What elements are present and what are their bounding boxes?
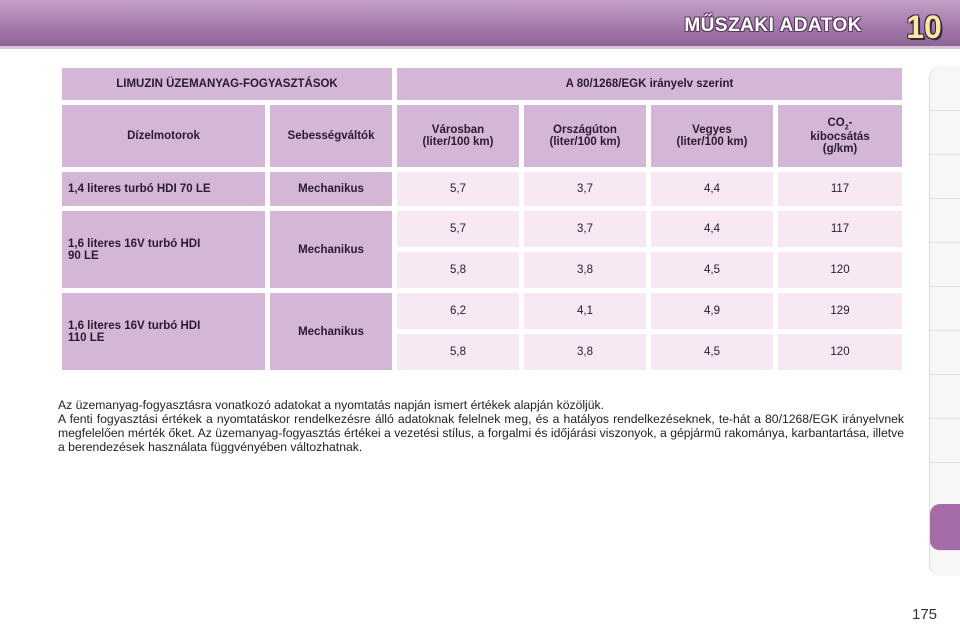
side-tab[interactable]	[930, 330, 960, 375]
col-engine-header: Dízelmotorok	[62, 105, 265, 167]
row2a-road: 3,7	[524, 211, 646, 247]
side-tab[interactable]	[930, 110, 960, 155]
row3b-co2: 120	[778, 334, 902, 370]
side-tab[interactable]	[930, 374, 960, 419]
side-tab[interactable]	[930, 198, 960, 243]
row3a-mixed: 4,9	[651, 293, 773, 329]
chapter-title: MŰSZAKI ADATOK	[684, 15, 862, 36]
row2b-city: 5,8	[397, 252, 519, 288]
row3-engine: 1,6 literes 16V turbó HDI 110 LE	[62, 293, 265, 370]
side-tab[interactable]	[930, 418, 960, 463]
row2b-co2: 120	[778, 252, 902, 288]
header-stripe	[0, 46, 960, 49]
row3b-mixed: 4,5	[651, 334, 773, 370]
row1-engine: 1,4 literes turbó HDI 70 LE	[62, 172, 265, 206]
row3b-road: 3,8	[524, 334, 646, 370]
consumption-table	[57, 63, 907, 375]
row1-gearbox: Mechanikus	[270, 172, 392, 206]
row3a-co2: 129	[778, 293, 902, 329]
col-gearbox-header: Sebességváltók	[270, 105, 392, 167]
row1-co2: 117	[778, 172, 902, 206]
side-tab-active[interactable]	[930, 504, 960, 551]
col-mixed-header: Vegyes (liter/100 km)	[651, 105, 773, 167]
page-number: 175	[912, 606, 938, 623]
row2b-mixed: 4,5	[651, 252, 773, 288]
side-tab-strip	[929, 66, 960, 576]
co2-label-rest: - kibocsátás (g/km)	[810, 116, 870, 156]
co2-label: CO	[827, 116, 845, 129]
row3a-city: 6,2	[397, 293, 519, 329]
table-title-right: A 80/1268/EGK irányelv szerint	[397, 68, 902, 100]
side-tab[interactable]	[930, 66, 960, 111]
consumption-table-wrapper	[57, 63, 907, 375]
row2a-co2: 117	[778, 211, 902, 247]
row1-city: 5,7	[397, 172, 519, 206]
consumption-note: Az üzemanyag-fogyasztásra vonatkozó adatokat a nyomtatás napján ismert értékek alapján közöljük. A fenti fogyasztási értékek a nyomtatáskor rendelkezésre álló adatoknak felelnek meg, és a hatályos rendelkezéseknek, te-hát a 80/1268/EGK irányelvnek megfelelően mérték őket. Az üzemanyag-fogyasztás értékei a vezetési stílus, a forgalmi és időjárási viszonyok, a gépjármű rakománya, karbantartása, illetve a berendezések használata függvényében változhatnak.	[58, 398, 904, 454]
row2a-mixed: 4,4	[651, 211, 773, 247]
side-tab[interactable]	[930, 286, 960, 331]
table-title-left: LIMUZIN ÜZEMANYAG-FOGYASZTÁSOK	[62, 68, 392, 100]
col-co2-header	[778, 105, 902, 167]
row1-mixed: 4,4	[651, 172, 773, 206]
co2-subscript: 2	[844, 124, 849, 132]
row3a-road: 4,1	[524, 293, 646, 329]
row2b-road: 3,8	[524, 252, 646, 288]
chapter-number: 10	[906, 9, 942, 45]
row2-engine: 1,6 literes 16V turbó HDI 90 LE	[62, 211, 265, 288]
side-tab[interactable]	[930, 154, 960, 199]
row1-road: 3,7	[524, 172, 646, 206]
row3b-city: 5,8	[397, 334, 519, 370]
row2-gearbox: Mechanikus	[270, 211, 392, 288]
row3-gearbox: Mechanikus	[270, 293, 392, 370]
row2a-city: 5,7	[397, 211, 519, 247]
side-tab[interactable]	[930, 242, 960, 287]
col-city-header: Városban (liter/100 km)	[397, 105, 519, 167]
col-road-header: Országúton (liter/100 km)	[524, 105, 646, 167]
